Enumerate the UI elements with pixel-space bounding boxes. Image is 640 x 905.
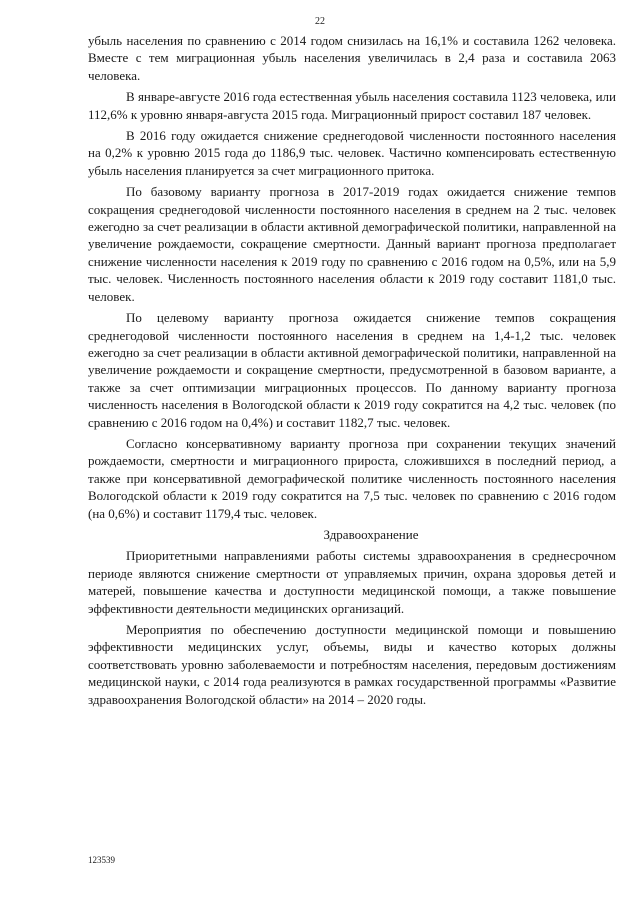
paragraph-jan-aug-2016: В январе-августе 2016 года естественная убыль населения составила 1123 человека, или 112,6% к уровню января-августа 2015 года. Миграционный прирост составил 187 человек. bbox=[88, 89, 616, 122]
section-title: Здравоохранение bbox=[323, 526, 419, 542]
paragraph-target-variant: По целевому варианту прогноза ожидается снижение темпов сокращения среднегодовой численности постоянного населения в среднем на 1,4-1,2 тыс. человек ежегодно за счет реализации в области активной демографической политики, направленной на увеличение рождаемости и сокращение смертности, предусмотренной в базовом варианте, а также за счет оптимизации миграционных процессов. По данному варианту прогноза численность населения в Вологодской области к 2019 году сократится на 4,2 тыс. человек (по сравнению с 2016 годом на 0,4%) и составит 1182,7 тыс. человек. bbox=[88, 310, 616, 430]
document-code: 123539 bbox=[88, 855, 115, 865]
paragraph-healthcare-priorities: Приоритетными направлениями работы системы здравоохранения в среднесрочном периоде являются снижение смертности от управляемых причин, охрана здоровья детей и матерей, повышение качества и доступности медицинской помощи, а также повышение эффективности деятельности медицинских организаций. bbox=[88, 548, 616, 616]
paragraph-2016-forecast: В 2016 году ожидается снижение среднегодовой численности постоянного населения на 0,2% к уровню 2015 года до 1186,9 тыс. человек. Частично компенсировать естественную убыль населения планируется за счет миграционного притока. bbox=[88, 128, 616, 178]
document-body bbox=[88, 32, 616, 712]
paragraph-base-variant: По базовому варианту прогноза в 2017-2019 годах ожидается снижение темпов сокращения среднегодовой численности постоянного населения в среднем на 2 тыс. человек ежегодно за счет реализации в области активной демографической политики, направленной на увеличение рождаемости, сокращение смертности. Данный вариант прогноза предполагает снижение численности населения к 2019 году по сравнению с 2016 годом на 0,5%, или на 5,9 тыс. человек. Численность постоянного населения области к 2019 году составит 1181,0 тыс. человек. bbox=[88, 184, 616, 304]
paragraph-continuation: убыль населения по сравнению с 2014 годом снизилась на 16,1% и составила 1262 человека. Вместе с тем миграционная убыль населения увеличилась в 2,4 раза и составила 2063 человека. bbox=[88, 33, 616, 83]
paragraph-conservative-variant: Согласно консервативному варианту прогноза при сохранении текущих значений рождаемости, смертности и миграционного прироста, сложившихся в последний период, а также при консервативной демографической политике численность постоянного населения Вологодской области к 2019 году сократится на 7,5 тыс. человек по сравнению с 2016 годом (на 0,6%) и составит 1179,4 тыс. человек. bbox=[88, 435, 616, 521]
page-number: 22 bbox=[315, 16, 325, 27]
paragraph-healthcare-measures: Мероприятия по обеспечению доступности медицинской помощи и повышению эффективности медицинских услуг, объемы, виды и качество которых должны соответствовать уровню заболеваемости и потребностям населения, передовым достижениям медицинской науки, с 2014 года реализуются в рамках государственной программы «Развитие здравоохранения Вологодской области» на 2014 – 2020 годы. bbox=[88, 622, 616, 707]
